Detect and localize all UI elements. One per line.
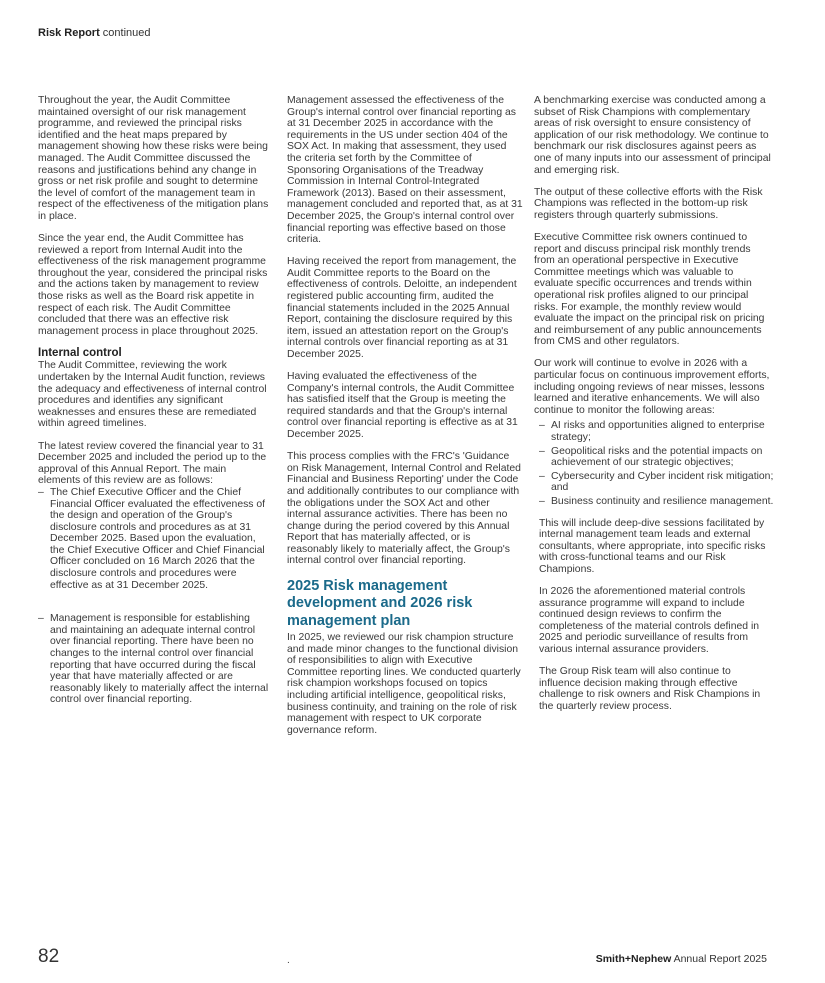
header-section-title: Risk Report (38, 27, 100, 39)
column-1 (38, 95, 270, 716)
paragraph: The output of these collective efforts with the Risk Champions was reflected in the bottom-up risk registers through quarterly submissions. (534, 186, 763, 221)
paragraph: The Audit Committee, reviewing the work undertaken by the Internal Audit function, reviews the adequacy and effectiveness of internal control procedures and identifies any significant weaknesses and ensures these are remediated within agreed timelines. (38, 360, 267, 430)
list-item: – Cybersecurity and Cyber incident risk mitigation; and (539, 471, 774, 494)
footer-report-title (596, 953, 767, 965)
section-heading-internal-control: Internal control (38, 346, 122, 359)
paragraph: In 2026 the aforementioned material controls assurance programme will expand to include continued design reviews to confirm the completeness of the material controls defined in 2025 and periodic surveillance of results from various internal assurance providers. (539, 585, 760, 655)
paragraph: In 2025, we reviewed our risk champion structure and made minor changes to the functional division of responsibilities to align with Executive Committee reporting lines. We conducted quarterly risk champion workshops focused on topics including artificial intelligence, geopolitical risks, business continuity, and training on the role of risk management with respect to UK corporate governance reform. (287, 632, 521, 736)
paragraph: This will include deep-dive sessions facilitated by internal management team leads and external consultants, where appropriate, into specific risks with cross-functional teams and our Risk Champions. (539, 517, 766, 575)
paragraph: Having received the report from management, the Audit Committee reports to the Board on the effectiveness of controls. Deloitte, an independent registered public accounting firm, audited the financial statements included in the 2025 Annual Report, containing the disclosure required by this item, issued an attestation report on the Group's internal controls over financial reporting as at 31 December 2025. (287, 256, 517, 360)
section-heading-risk-management-plan: 2025 Risk management development and 2026 risk management plan (287, 577, 473, 629)
paragraph: Our work will continue to evolve in 2026 with a particular focus on continuous improvement efforts, including ongoing reviews of near misses, lessons learned and iterative enhancements. We will also continue to monitor the following areas: (534, 358, 770, 416)
paragraph: This process complies with the FRC's 'Guidance on Risk Management, Internal Control and Related Financial and Business Reporting' under the Code and additionally contributes to our compliance with the obligations under the SOX Act and other internal assurance activities. There has been no change during the period covered by this Annual Report that has materially affected, or is reasonably likely to materially affect, the Group's internal control over financial reporting. (287, 451, 521, 567)
paragraph: The Group Risk team will also continue to influence decision making through effective challenge to risk owners and Risk Champions in the quarterly review process. (539, 666, 761, 712)
list-item: – The Chief Executive Officer and the Chief Financial Officer evaluated the effectiveness of the design and operation of the Group's disclosure controls and procedures as at 31 December 2025. Based upon the evaluation, the Chief Executive Officer and Chief Financial Officer concluded on 16 March 2026 that the disclosure controls and procedures were effective as at 31 December 2025. (38, 487, 270, 591)
list-item: – Business continuity and resilience management. (539, 496, 774, 508)
column-2 (287, 95, 523, 747)
running-header (38, 27, 151, 39)
list-item: – AI risks and opportunities aligned to enterprise strategy; (539, 420, 774, 443)
trailing-dot: . (287, 955, 290, 966)
paragraph: Throughout the year, the Audit Committee maintained oversight of our risk management programme, and reviewed the principal risks identified and the heat maps prepared by management showing how these risks were being managed. The Audit Committee discussed the reasons and justifications behind any change in gross or net risk profile and sought to determine the level of comfort of the management team in respect of the effectiveness of the mitigation plans in place. (38, 95, 269, 222)
paragraph: Management assessed the effectiveness of the Group's internal control over financial reporting as at 31 December 2025 in accordance with the requirements in the US under section 404 of the SOX Act. In making that assessment, they used the criteria set forth by the Committee of Sponsoring Organisations of the Treadway Commission in Internal Control-Integrated Framework (2013). Based on their assessment, management concluded and reported that, as at 31 December 2025, the Group's internal control over financial reporting was effective based on those criteria. (287, 95, 523, 246)
bullet-list (38, 487, 270, 706)
paragraph: Having evaluated the effectiveness of the Company's internal controls, the Audit Committee has satisfied itself that the Group is meeting the required standards and that the Group's internal control over financial reporting is effective as at 31 December 2025. (287, 371, 518, 441)
footer-title: Annual Report 2025 (671, 953, 767, 965)
footer-brand: Smith+Nephew (595, 953, 672, 965)
list-item: – Management is responsible for establishing and maintaining an adequate internal control over financial reporting. There have been no changes to the internal control over financial reporting that have occurred during the fiscal year that have materially affected or are reasonably likely to materially affect the internal control over financial reporting. (38, 613, 270, 706)
column-3 (534, 95, 774, 723)
header-continued: continued (99, 27, 151, 39)
bullet-list (534, 420, 774, 507)
paragraph: Since the year end, the Audit Committee has reviewed a report from Internal Audit into the effectiveness of the risk management programme throughout the year, considered the principal risks and the actions taken by management to review those risks as well as the Board risk appetite in respect of each risk. The Audit Committee concluded that there was an effective risk management process in place throughout 2025. (38, 233, 268, 337)
paragraph: A benchmarking exercise was conducted among a subset of Risk Champions with complementary areas of risk oversight to ensure consistency of application of our risk methodology. We continue to benchmark our risk disclosures against peers as one of many inputs into our assessment of principal and emerging risk. (534, 95, 771, 176)
list-item: – Geopolitical risks and the potential impacts on achievement of our strategic objectives; (539, 446, 774, 469)
paragraph: The latest review covered the financial year to 31 December 2025 and included the period up to the approval of this Annual Report. The main elements of this review are as follows: (38, 440, 267, 487)
page-number: 82 (38, 946, 60, 967)
paragraph: Executive Committee risk owners continued to report and discuss principal risk monthly trends from an operational perspective in Executive Committee meetings which was valuable to evaluate specific occurrences and trends within operational risk profiles aligned to our principal risks. For example, the monthly review would evaluate the impact on the principal risk on pricing and reimbursement of any public announcements from CMS and other regulators. (534, 231, 765, 348)
